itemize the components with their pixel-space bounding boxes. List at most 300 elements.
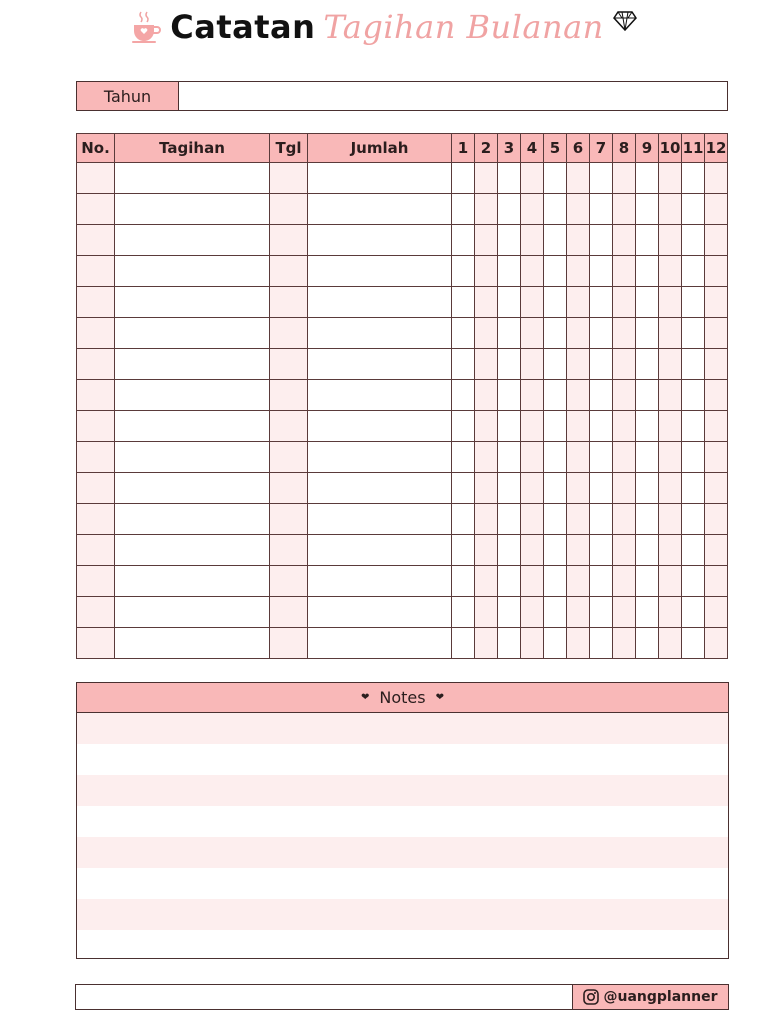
- table-cell[interactable]: [77, 504, 115, 535]
- year-input[interactable]: [179, 82, 727, 110]
- table-cell[interactable]: [682, 225, 705, 256]
- table-cell[interactable]: [498, 597, 521, 628]
- column-header-month: 6: [567, 134, 590, 163]
- table-cell[interactable]: [77, 318, 115, 349]
- table-cell[interactable]: [475, 287, 498, 318]
- table-cell[interactable]: [475, 225, 498, 256]
- table-cell[interactable]: [77, 442, 115, 473]
- table-cell[interactable]: [544, 287, 567, 318]
- table-cell[interactable]: [705, 163, 728, 194]
- table-cell[interactable]: [613, 225, 636, 256]
- table-cell[interactable]: [613, 194, 636, 225]
- table-cell[interactable]: [498, 380, 521, 411]
- table-cell[interactable]: [544, 194, 567, 225]
- table-cell[interactable]: [270, 535, 308, 566]
- year-label: Tahun: [77, 82, 179, 110]
- column-header-month: 10: [659, 134, 682, 163]
- table-cell[interactable]: [567, 535, 590, 566]
- table-cell[interactable]: [544, 411, 567, 442]
- table-row: [77, 597, 728, 628]
- table-cell[interactable]: [613, 287, 636, 318]
- table-cell[interactable]: [115, 411, 270, 442]
- table-cell[interactable]: [270, 566, 308, 597]
- table-cell[interactable]: [705, 597, 728, 628]
- table-cell[interactable]: [270, 380, 308, 411]
- table-cell[interactable]: [659, 380, 682, 411]
- table-cell[interactable]: [590, 535, 613, 566]
- table-cell[interactable]: [705, 504, 728, 535]
- table-cell[interactable]: [521, 163, 544, 194]
- table-cell[interactable]: [613, 535, 636, 566]
- table-cell[interactable]: [659, 597, 682, 628]
- table-cell[interactable]: [613, 163, 636, 194]
- table-cell[interactable]: [452, 194, 475, 225]
- table-cell[interactable]: [521, 535, 544, 566]
- table-cell[interactable]: [270, 256, 308, 287]
- table-cell[interactable]: [613, 473, 636, 504]
- notes-line[interactable]: [77, 899, 728, 930]
- notes-lines[interactable]: [77, 713, 728, 961]
- notes-header: [77, 683, 728, 713]
- table-cell[interactable]: [452, 566, 475, 597]
- table-cell[interactable]: [636, 411, 659, 442]
- table-cell[interactable]: [308, 504, 452, 535]
- table-cell[interactable]: [270, 163, 308, 194]
- table-cell[interactable]: [705, 256, 728, 287]
- table-row: [77, 163, 728, 194]
- table-cell[interactable]: [567, 473, 590, 504]
- table-cell[interactable]: [705, 380, 728, 411]
- table-cell[interactable]: [115, 349, 270, 380]
- table-cell[interactable]: [452, 473, 475, 504]
- table-cell[interactable]: [705, 566, 728, 597]
- table-cell[interactable]: [77, 473, 115, 504]
- column-header-month: 4: [521, 134, 544, 163]
- notes-section: [76, 682, 729, 959]
- table-cell[interactable]: [567, 628, 590, 659]
- table-cell[interactable]: [567, 349, 590, 380]
- table-cell[interactable]: [567, 380, 590, 411]
- table-cell[interactable]: [636, 256, 659, 287]
- table-cell[interactable]: [682, 411, 705, 442]
- table-cell[interactable]: [659, 349, 682, 380]
- column-header-month: 1: [452, 134, 475, 163]
- table-cell[interactable]: [613, 504, 636, 535]
- table-row: [77, 318, 728, 349]
- table-row: [77, 411, 728, 442]
- table-row: [77, 473, 728, 504]
- column-header-date: Tgl: [270, 134, 308, 163]
- table-cell[interactable]: [115, 535, 270, 566]
- table-cell[interactable]: [567, 566, 590, 597]
- table-cell[interactable]: [590, 349, 613, 380]
- table-cell[interactable]: [659, 194, 682, 225]
- table-cell[interactable]: [659, 256, 682, 287]
- table-cell[interactable]: [115, 442, 270, 473]
- table-cell[interactable]: [115, 566, 270, 597]
- table-cell[interactable]: [475, 349, 498, 380]
- table-cell[interactable]: [682, 597, 705, 628]
- table-cell[interactable]: [636, 287, 659, 318]
- table-cell[interactable]: [115, 194, 270, 225]
- table-cell[interactable]: [475, 411, 498, 442]
- table-cell[interactable]: [452, 628, 475, 659]
- table-cell[interactable]: [636, 628, 659, 659]
- table-cell[interactable]: [115, 380, 270, 411]
- table-cell[interactable]: [115, 225, 270, 256]
- table-cell[interactable]: [521, 628, 544, 659]
- table-cell[interactable]: [270, 628, 308, 659]
- table-cell[interactable]: [521, 287, 544, 318]
- table-cell[interactable]: [590, 380, 613, 411]
- table-cell[interactable]: [590, 256, 613, 287]
- table-cell[interactable]: [682, 628, 705, 659]
- column-header-month: 8: [613, 134, 636, 163]
- table-cell[interactable]: [77, 163, 115, 194]
- table-cell[interactable]: [544, 473, 567, 504]
- table-cell[interactable]: [498, 163, 521, 194]
- table-cell[interactable]: [590, 628, 613, 659]
- table-cell[interactable]: [705, 473, 728, 504]
- table-cell[interactable]: [475, 318, 498, 349]
- table-cell[interactable]: [77, 256, 115, 287]
- table-cell[interactable]: [590, 318, 613, 349]
- table-cell[interactable]: [705, 349, 728, 380]
- table-row: [77, 287, 728, 318]
- table-cell[interactable]: [115, 504, 270, 535]
- table-cell[interactable]: [544, 380, 567, 411]
- table-cell[interactable]: [270, 349, 308, 380]
- table-cell[interactable]: [452, 411, 475, 442]
- table-row: [77, 442, 728, 473]
- table-cell[interactable]: [115, 597, 270, 628]
- table-cell[interactable]: [705, 628, 728, 659]
- table-cell[interactable]: [682, 194, 705, 225]
- table-cell[interactable]: [705, 194, 728, 225]
- table-cell[interactable]: [636, 225, 659, 256]
- table-cell[interactable]: [705, 535, 728, 566]
- table-cell[interactable]: [544, 628, 567, 659]
- table-cell[interactable]: [590, 566, 613, 597]
- table-row: [77, 380, 728, 411]
- table-cell[interactable]: [659, 628, 682, 659]
- notes-line[interactable]: [77, 744, 728, 775]
- table-cell[interactable]: [270, 597, 308, 628]
- table-cell[interactable]: [521, 225, 544, 256]
- table-cell[interactable]: [613, 597, 636, 628]
- table-cell[interactable]: [521, 473, 544, 504]
- table-cell[interactable]: [682, 163, 705, 194]
- table-cell[interactable]: [77, 287, 115, 318]
- table-cell[interactable]: [567, 225, 590, 256]
- table-cell[interactable]: [521, 597, 544, 628]
- table-cell[interactable]: [77, 225, 115, 256]
- table-cell[interactable]: [659, 535, 682, 566]
- table-cell[interactable]: [308, 256, 452, 287]
- table-cell[interactable]: [705, 287, 728, 318]
- table-cell[interactable]: [475, 256, 498, 287]
- table-cell[interactable]: [452, 225, 475, 256]
- table-cell[interactable]: [659, 566, 682, 597]
- table-cell[interactable]: [521, 256, 544, 287]
- column-header-month: 2: [475, 134, 498, 163]
- table-cell[interactable]: [590, 163, 613, 194]
- table-cell[interactable]: [705, 225, 728, 256]
- table-cell[interactable]: [521, 318, 544, 349]
- table-cell[interactable]: [636, 597, 659, 628]
- table-cell[interactable]: [452, 349, 475, 380]
- table-cell[interactable]: [636, 349, 659, 380]
- table-cell[interactable]: [308, 194, 452, 225]
- table-cell[interactable]: [567, 597, 590, 628]
- table-cell[interactable]: [567, 194, 590, 225]
- table-cell[interactable]: [544, 349, 567, 380]
- table-cell[interactable]: [475, 597, 498, 628]
- table-cell[interactable]: [567, 287, 590, 318]
- column-header-month: 5: [544, 134, 567, 163]
- notes-line[interactable]: [77, 713, 728, 744]
- table-cell[interactable]: [682, 349, 705, 380]
- table-cell[interactable]: [270, 318, 308, 349]
- social-handle-text: @uangplanner: [603, 989, 718, 1005]
- table-cell[interactable]: [544, 225, 567, 256]
- table-cell[interactable]: [544, 566, 567, 597]
- table-cell[interactable]: [636, 442, 659, 473]
- table-cell[interactable]: [521, 380, 544, 411]
- table-cell[interactable]: [452, 256, 475, 287]
- table-cell[interactable]: [115, 628, 270, 659]
- table-cell[interactable]: [498, 411, 521, 442]
- table-row: [77, 256, 728, 287]
- table-cell[interactable]: [77, 380, 115, 411]
- table-row: [77, 535, 728, 566]
- table-cell[interactable]: [498, 504, 521, 535]
- table-cell[interactable]: [613, 380, 636, 411]
- table-cell[interactable]: [613, 411, 636, 442]
- table-cell[interactable]: [521, 194, 544, 225]
- table-cell[interactable]: [659, 225, 682, 256]
- table-cell[interactable]: [452, 442, 475, 473]
- table-cell[interactable]: [590, 194, 613, 225]
- table-cell[interactable]: [498, 628, 521, 659]
- notes-line[interactable]: [77, 868, 728, 899]
- table-cell[interactable]: [590, 597, 613, 628]
- notes-line[interactable]: [77, 775, 728, 806]
- table-cell[interactable]: [77, 628, 115, 659]
- bills-table: [76, 133, 728, 659]
- table-cell[interactable]: [636, 566, 659, 597]
- table-cell[interactable]: [308, 411, 452, 442]
- column-header-month: 11: [682, 134, 705, 163]
- table-cell[interactable]: [475, 442, 498, 473]
- heart-icon: ❤: [361, 692, 370, 703]
- table-cell[interactable]: [475, 566, 498, 597]
- table-cell[interactable]: [498, 535, 521, 566]
- table-cell[interactable]: [270, 287, 308, 318]
- table-cell[interactable]: [452, 597, 475, 628]
- table-cell[interactable]: [682, 318, 705, 349]
- table-cell[interactable]: [452, 318, 475, 349]
- table-cell[interactable]: [475, 194, 498, 225]
- table-cell[interactable]: [77, 349, 115, 380]
- table-cell[interactable]: [682, 504, 705, 535]
- table-cell[interactable]: [115, 256, 270, 287]
- table-cell[interactable]: [308, 318, 452, 349]
- table-cell[interactable]: [115, 163, 270, 194]
- table-cell[interactable]: [498, 256, 521, 287]
- table-cell[interactable]: [567, 256, 590, 287]
- table-cell[interactable]: [705, 318, 728, 349]
- table-cell[interactable]: [308, 163, 452, 194]
- table-cell[interactable]: [475, 473, 498, 504]
- table-cell[interactable]: [636, 535, 659, 566]
- table-cell[interactable]: [308, 225, 452, 256]
- table-cell[interactable]: [498, 473, 521, 504]
- table-cell[interactable]: [498, 225, 521, 256]
- notes-line[interactable]: [77, 837, 728, 868]
- table-cell[interactable]: [567, 504, 590, 535]
- notes-line[interactable]: [77, 930, 728, 961]
- table-cell[interactable]: [115, 473, 270, 504]
- table-cell[interactable]: [270, 225, 308, 256]
- table-cell[interactable]: [567, 318, 590, 349]
- table-cell[interactable]: [452, 535, 475, 566]
- table-cell[interactable]: [77, 597, 115, 628]
- table-cell[interactable]: [544, 442, 567, 473]
- table-cell[interactable]: [308, 597, 452, 628]
- table-cell[interactable]: [636, 380, 659, 411]
- table-cell[interactable]: [77, 535, 115, 566]
- table-cell[interactable]: [498, 566, 521, 597]
- table-cell[interactable]: [682, 535, 705, 566]
- table-cell[interactable]: [682, 566, 705, 597]
- social-handle: [572, 985, 728, 1009]
- table-cell[interactable]: [77, 411, 115, 442]
- table-cell[interactable]: [498, 349, 521, 380]
- table-cell[interactable]: [475, 628, 498, 659]
- column-header-no: No.: [77, 134, 115, 163]
- table-cell[interactable]: [308, 566, 452, 597]
- table-cell[interactable]: [544, 256, 567, 287]
- table-cell[interactable]: [544, 163, 567, 194]
- table-cell[interactable]: [613, 628, 636, 659]
- table-cell[interactable]: [115, 318, 270, 349]
- table-cell[interactable]: [270, 504, 308, 535]
- table-cell[interactable]: [590, 411, 613, 442]
- table-cell[interactable]: [659, 318, 682, 349]
- table-cell[interactable]: [682, 380, 705, 411]
- table-cell[interactable]: [544, 318, 567, 349]
- table-cell[interactable]: [308, 349, 452, 380]
- table-cell[interactable]: [308, 473, 452, 504]
- table-cell[interactable]: [705, 411, 728, 442]
- table-cell[interactable]: [498, 318, 521, 349]
- table-cell[interactable]: [475, 535, 498, 566]
- table-cell[interactable]: [613, 318, 636, 349]
- table-cell[interactable]: [452, 380, 475, 411]
- table-cell[interactable]: [521, 504, 544, 535]
- table-cell[interactable]: [590, 442, 613, 473]
- table-cell[interactable]: [115, 287, 270, 318]
- bills-table-body: [77, 163, 728, 659]
- table-cell[interactable]: [636, 194, 659, 225]
- table-cell[interactable]: [613, 349, 636, 380]
- table-cell[interactable]: [590, 473, 613, 504]
- table-cell[interactable]: [308, 628, 452, 659]
- table-cell[interactable]: [544, 535, 567, 566]
- table-cell[interactable]: [567, 411, 590, 442]
- table-cell[interactable]: [475, 504, 498, 535]
- table-cell[interactable]: [659, 411, 682, 442]
- table-cell[interactable]: [659, 473, 682, 504]
- table-cell[interactable]: [498, 287, 521, 318]
- table-cell[interactable]: [475, 380, 498, 411]
- table-cell[interactable]: [590, 287, 613, 318]
- table-cell[interactable]: [308, 535, 452, 566]
- table-cell[interactable]: [613, 442, 636, 473]
- table-cell[interactable]: [270, 411, 308, 442]
- table-cell[interactable]: [544, 504, 567, 535]
- notes-line[interactable]: [77, 806, 728, 837]
- table-cell[interactable]: [77, 566, 115, 597]
- table-row: [77, 504, 728, 535]
- table-cell[interactable]: [636, 473, 659, 504]
- table-cell[interactable]: [659, 442, 682, 473]
- table-cell[interactable]: [682, 442, 705, 473]
- table-cell[interactable]: [659, 163, 682, 194]
- table-cell[interactable]: [77, 194, 115, 225]
- instagram-icon: [583, 989, 599, 1005]
- table-cell[interactable]: [682, 256, 705, 287]
- table-cell[interactable]: [270, 194, 308, 225]
- table-cell[interactable]: [521, 411, 544, 442]
- table-cell[interactable]: [521, 566, 544, 597]
- table-cell[interactable]: [544, 597, 567, 628]
- table-cell[interactable]: [567, 442, 590, 473]
- table-cell[interactable]: [659, 287, 682, 318]
- table-cell[interactable]: [270, 473, 308, 504]
- footer: [75, 984, 729, 1010]
- table-cell[interactable]: [498, 442, 521, 473]
- table-cell[interactable]: [636, 318, 659, 349]
- page-header: [0, 8, 768, 68]
- table-cell[interactable]: [659, 504, 682, 535]
- table-cell[interactable]: [590, 504, 613, 535]
- table-cell[interactable]: [682, 473, 705, 504]
- table-cell[interactable]: [636, 504, 659, 535]
- table-cell[interactable]: [613, 256, 636, 287]
- table-cell[interactable]: [475, 163, 498, 194]
- table-cell[interactable]: [498, 194, 521, 225]
- table-cell[interactable]: [521, 442, 544, 473]
- table-cell[interactable]: [270, 442, 308, 473]
- table-cell[interactable]: [308, 442, 452, 473]
- table-cell[interactable]: [705, 442, 728, 473]
- table-cell[interactable]: [308, 380, 452, 411]
- table-cell[interactable]: [567, 163, 590, 194]
- table-cell[interactable]: [613, 566, 636, 597]
- table-cell[interactable]: [590, 225, 613, 256]
- table-row: [77, 194, 728, 225]
- table-cell[interactable]: [452, 504, 475, 535]
- table-cell[interactable]: [452, 287, 475, 318]
- table-cell[interactable]: [452, 163, 475, 194]
- table-cell[interactable]: [308, 287, 452, 318]
- table-cell[interactable]: [682, 287, 705, 318]
- column-header-month: 3: [498, 134, 521, 163]
- table-cell[interactable]: [521, 349, 544, 380]
- table-cell[interactable]: [636, 163, 659, 194]
